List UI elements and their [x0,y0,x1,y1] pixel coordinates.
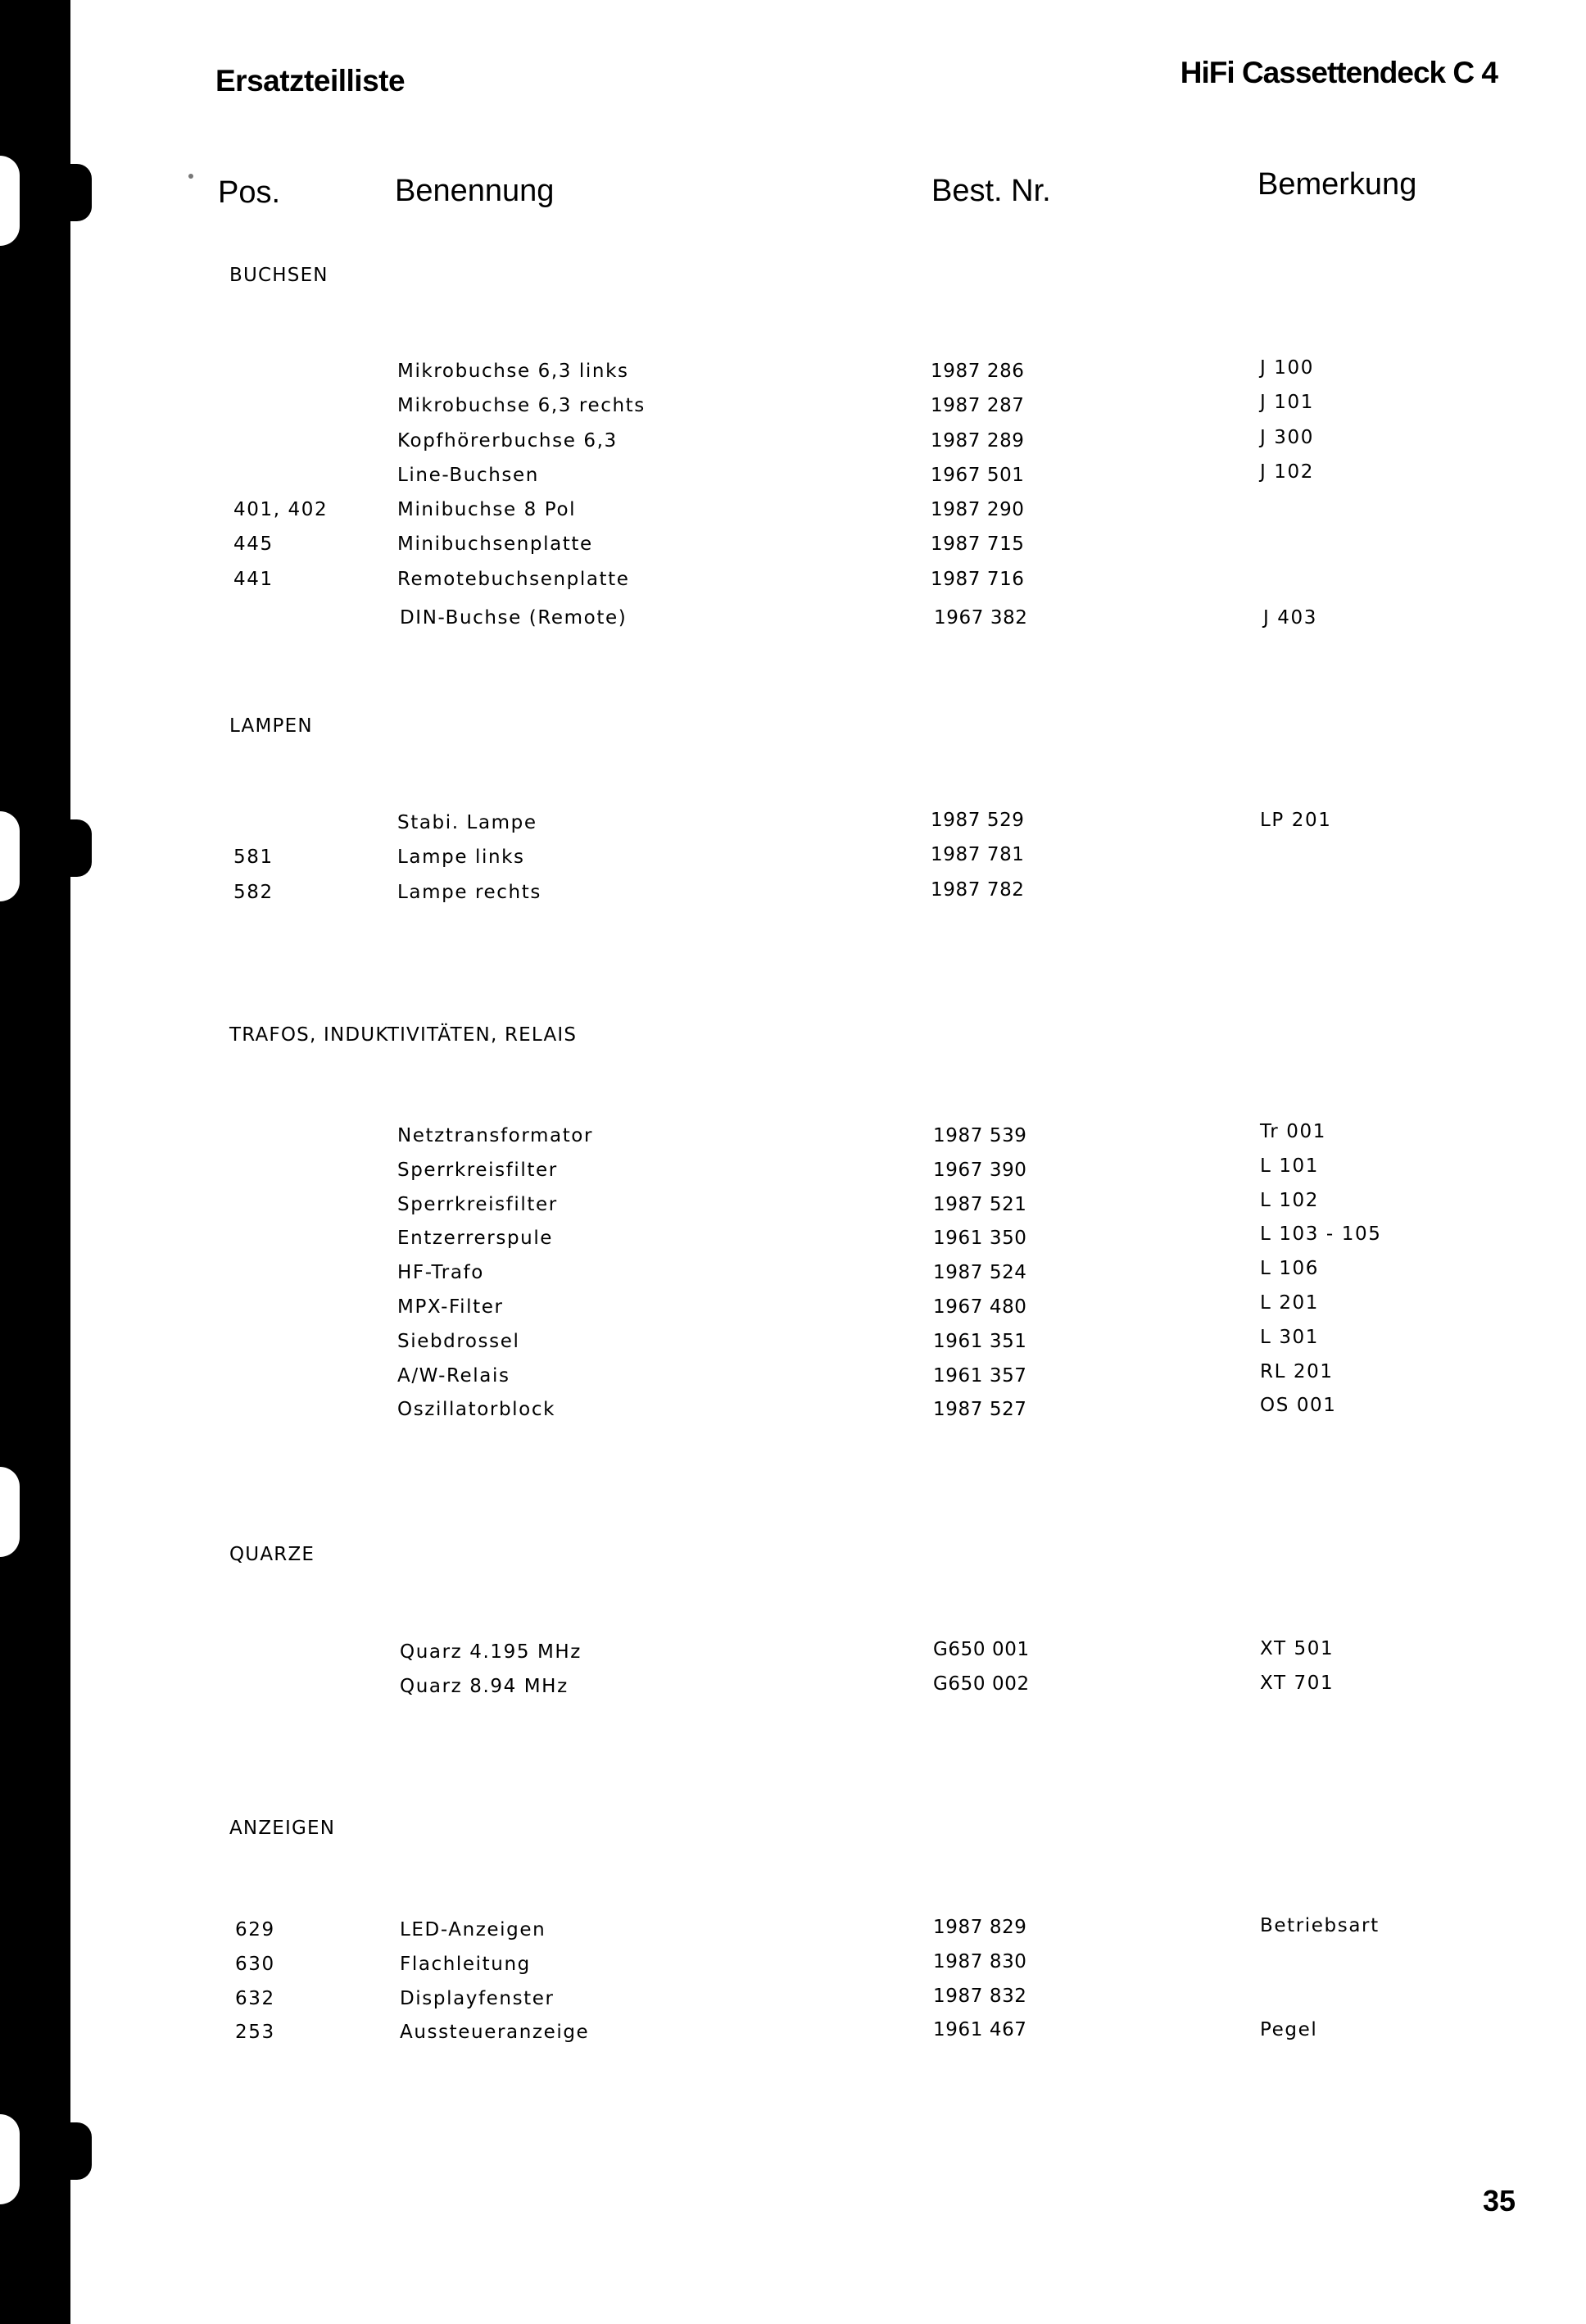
cell-order-no: 1987 289 [931,429,1025,452]
table-row [0,569,1586,603]
cell-name: Stabi. Lampe [397,812,537,833]
cell-order-no: 1967 480 [933,1296,1027,1318]
parts-group-lampen [0,812,1586,916]
cell-order-no: 1987 782 [931,878,1025,901]
cell-name: HF-Trafo [397,1262,484,1284]
column-header-name: Benennung [395,174,555,208]
table-row [0,1915,1586,1954]
table-row [0,607,1586,642]
cell-order-no: 1987 715 [931,533,1025,556]
cell-order-no: G650 002 [933,1673,1030,1695]
column-header-remark: Bemerkung [1257,167,1417,202]
cell-order-no: 1987 287 [931,395,1025,417]
cell-name: DIN-Buchse (Remote) [400,607,628,629]
cell-order-no: 1987 529 [931,810,1025,831]
cell-name: Oszillatorblock [397,1399,555,1421]
cell-order-no: 1987 290 [931,499,1025,521]
section-title: TRAFOS, INDUKTIVITÄTEN, RELAIS [229,1024,578,1046]
cell-order-no: 1987 716 [931,568,1025,590]
cell-order-no: 1987 832 [933,1985,1027,2007]
cell-order-no: 1987 830 [933,1950,1027,1972]
cell-name: Quarz 4.195 MHz [400,1641,582,1663]
cell-order-no: 1987 539 [933,1125,1027,1146]
cell-pos: 630 [235,1953,275,1975]
cell-name: Lampe rechts [397,881,542,903]
cell-name: Mikrobuchse 6,3 links [397,361,629,382]
cell-order-no: 1987 781 [931,844,1025,866]
table-row [0,1395,1586,1433]
table-row [0,812,1586,847]
table-row [0,1121,1586,1160]
cell-name: Line-Buchsen [397,464,539,486]
cell-name: Displayfenster [400,1987,555,2009]
table-row [0,1638,1586,1676]
section-title: LAMPEN [229,715,313,737]
cell-name: Entzerrerspule [397,1228,554,1250]
cell-remark: L 102 [1260,1189,1320,1211]
cell-order-no: 1961 351 [933,1330,1027,1352]
punch-hole [0,2114,20,2204]
parts-group-buchsen [0,357,1586,642]
punch-hole [0,156,20,246]
cell-order-no: 1967 501 [931,464,1025,486]
cell-remark: Betriebsart [1260,1915,1380,1936]
table-row [0,1360,1586,1400]
cell-remark: L 201 [1260,1291,1320,1314]
cell-name: Sperrkreisfilter [397,1159,558,1181]
cell-pos: 582 [233,881,274,903]
section-title: QUARZE [229,1544,315,1565]
cell-order-no: 1987 524 [933,1262,1027,1284]
cell-remark: Tr 001 [1260,1121,1326,1142]
table-row [0,499,1586,533]
cell-remark: J 403 [1263,607,1317,629]
column-header-pos: Pos. [218,175,281,210]
cell-remark: LP 201 [1260,810,1332,831]
table-row [0,533,1586,568]
table-row [0,1258,1586,1296]
cell-name: Sperrkreisfilter [397,1193,558,1215]
cell-name: MPX-Filter [397,1296,504,1318]
cell-pos: 445 [233,533,274,556]
parts-group-quarze [0,1638,1586,1711]
table-row [0,1189,1586,1228]
section-title: BUCHSEN [229,265,329,286]
cell-remark: J 300 [1260,426,1314,448]
cell-remark: XT 501 [1260,1638,1335,1659]
cell-order-no: 1987 829 [933,1917,1027,1938]
table-row [0,878,1586,916]
cell-name: Remotebuchsenplatte [397,568,630,590]
cell-remark: L 101 [1260,1155,1320,1177]
cell-name: Lampe links [397,847,525,869]
section-title: ANZEIGEN [229,1818,336,1839]
scan-speck [188,174,193,179]
table-row [0,1673,1586,1710]
cell-name: LED-Anzeigen [400,1919,546,1940]
cell-remark: RL 201 [1260,1360,1334,1382]
cell-order-no: 1987 286 [931,361,1025,382]
parts-group-trafos [0,1121,1586,1433]
table-row [0,392,1586,429]
column-header-order-no: Best. Nr. [931,174,1051,208]
punch-hole [0,1467,20,1557]
table-row [0,1155,1586,1194]
cell-remark: J 102 [1260,461,1314,483]
cell-name: Netztransformator [397,1125,594,1146]
cell-order-no: 1961 467 [933,2019,1027,2041]
cell-order-no: 1967 390 [933,1159,1027,1181]
table-row [0,1985,1586,2022]
cell-remark: J 101 [1260,392,1314,414]
table-row [0,426,1586,465]
cell-remark: Pegel [1260,2019,1318,2041]
table-row [0,2019,1586,2056]
cell-remark: L 301 [1260,1326,1320,1348]
edge-shadow [59,164,92,221]
table-row [0,461,1586,499]
cell-name: Siebdrossel [397,1330,520,1352]
cell-name: Minibuchsenplatte [397,533,593,556]
parts-group-anzeigen [0,1915,1586,2056]
cell-order-no: 1961 357 [933,1364,1027,1387]
cell-name: Quarz 8.94 MHz [400,1676,569,1698]
product-title: HiFi Cassettendeck C 4 [1180,56,1498,89]
cell-order-no: 1987 527 [933,1399,1027,1421]
page-number: 35 [1482,2184,1516,2217]
cell-name: Aussteueranzeige [400,2022,590,2044]
cell-name: A/W-Relais [397,1364,510,1387]
cell-name: Minibuchse 8 Pol [397,499,577,521]
cell-order-no: 1967 382 [934,607,1028,629]
cell-name: Mikrobuchse 6,3 rechts [397,395,646,417]
table-row [0,357,1586,395]
cell-remark: J 100 [1260,357,1314,379]
table-row [0,1326,1586,1365]
edge-shadow [59,2122,92,2180]
cell-pos: 632 [235,1987,275,2009]
cell-remark: OS 001 [1260,1395,1337,1417]
cell-order-no: 1961 350 [933,1228,1027,1250]
cell-pos: 441 [233,568,274,590]
cell-remark: L 103 - 105 [1260,1223,1382,1246]
table-row [0,844,1586,881]
cell-order-no: 1987 521 [933,1193,1027,1215]
cell-remark: XT 701 [1260,1673,1335,1695]
table-row [0,1291,1586,1331]
cell-pos: 401, 402 [233,499,329,521]
cell-pos: 253 [235,2022,275,2044]
cell-order-no: G650 001 [933,1639,1030,1660]
cell-remark: L 106 [1260,1258,1320,1280]
cell-pos: 581 [233,847,274,869]
table-row [0,1223,1586,1262]
cell-name: Flachleitung [400,1953,531,1975]
cell-pos: 629 [235,1919,275,1940]
cell-name: Kopfhörerbuchse 6,3 [397,429,618,452]
table-row [0,1950,1586,1988]
document-title: Ersatzteilliste [215,64,406,98]
